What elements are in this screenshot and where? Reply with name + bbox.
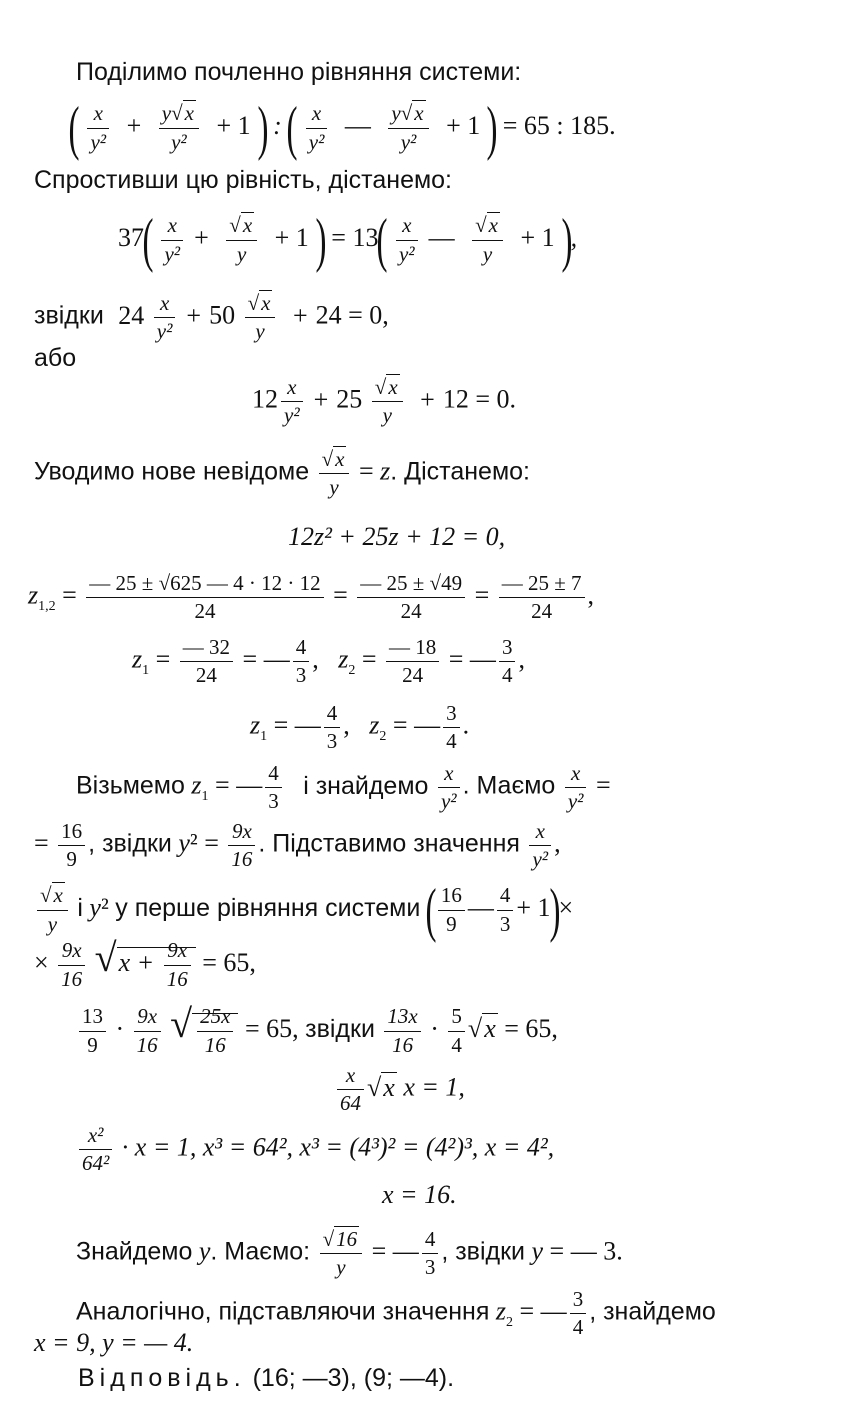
equation-x64: $\frac{x}{64}$ √x x = 1, — [334, 1064, 465, 1115]
text-line-1: Поділимо почленно рівняння системи: — [76, 58, 522, 86]
text-zvidky-2: , звідки — [88, 829, 172, 858]
text-pidstavymo: . Підставимо значення — [258, 829, 520, 858]
answer-values: (16; —3), (9; —4). — [252, 1364, 455, 1392]
ratio-rhs: = 65 : 185. — [502, 110, 616, 140]
equation-quadratic: 12z² + 25z + 12 = 0, — [288, 522, 506, 551]
den-24-e: 24 — [402, 663, 424, 688]
text-abo: або — [34, 344, 77, 372]
text-i: і — [77, 893, 83, 922]
text-i-znaidemo: і знайдемо — [303, 771, 429, 800]
text-pershe-rivniannia: у перше рівняння системи — [115, 893, 421, 922]
text-zvidky-4: , звідки — [441, 1237, 525, 1266]
equation-12-25: 12 $\frac{x}{\text{y²}}$ + 25 $\frac{√x}{y}$ + 12 = 0. — [252, 375, 516, 428]
text-uvodymo: Уводимо нове невідоме — [34, 457, 310, 486]
text-distanemo: . Дістанемо: — [390, 457, 530, 486]
equation-x9: x = 9, y = — 4. — [34, 1328, 194, 1357]
text-zvidky-1: звідки — [34, 301, 104, 330]
den-24-b: 24 — [400, 599, 422, 624]
answer-label: Відповідь. — [78, 1364, 246, 1392]
den-24-d: 24 — [195, 663, 217, 688]
equation-65-a: × $\frac{9x}{16}$ √x + $\frac{9x}{16}$ = 65, — [34, 935, 256, 991]
discriminant-num: — 25 ± √625 — 4 · 12 · 12 — [86, 572, 323, 598]
text-new-variable: Уводимо нове невідоме $\frac{√x}{y}$ = z. Дістанемо: — [34, 447, 530, 500]
text-znaidemo: Знайдемо — [76, 1237, 193, 1266]
y-value: = — 3. — [549, 1236, 623, 1266]
equation-z-values: $z_1$ = $\frac{— 32}{24}$ = — $\frac{4}{3}$ , $z_2$ = $\frac{— 18}{24}$ = — $\frac{3}{4}$ , — [132, 635, 525, 688]
text-analohichno: Аналогічно, підставляючи значення — [76, 1297, 490, 1326]
text-zvidky-3: звідки — [305, 1015, 375, 1043]
text-substitute: $\frac{√x}{y}$ і y² у перше рівняння системи ( $\frac{16}{9}$ — $\frac{4}{3}$ + 1)× — [34, 880, 573, 940]
equation-roots: $z_{1,2}$ = $\frac{— 25 \pm √625 — 4 \cdot 12 \cdot 12}{24}$ = $\frac{— 25 \pm √49}{24}$ = $\frac{— 25 \pm 7}{24}$ , — [28, 571, 595, 624]
answer-line — [78, 1366, 454, 1391]
text-y-squared: = $\frac{16}{9}$ , звідки y² = $\frac{9x}{16}$ . Підставимо значення $\frac{x}{\text{y²}}$ , — [34, 819, 561, 872]
equation-x16: x = 16. — [382, 1180, 457, 1209]
text-take-z1: Візьмемо $z_1$ = — $\frac{4}{3}$ і знайдемо $\frac{x}{\text{y²}}$ . Маємо $\frac{x}{\text{y²}}$ = — [76, 761, 611, 814]
equation-powers: $\frac{\text{x²}}{\text{64²}}$ · x = 1, x³ = 64², x³ = (4³)² = (4²)³, x = 4², — [76, 1124, 554, 1175]
den-24-a: 24 — [194, 599, 216, 624]
equation-24-50: звідки 24 $\frac{x}{\text{y²}}$ + 50 $\frac{√x}{y}$ + 24 = 0, — [34, 291, 389, 344]
z1-num: — 32 — [180, 636, 233, 662]
text-analogically: Аналогічно, підставляючи значення $z_2$ = — $\frac{3}{4}$ , знайдемо — [76, 1287, 716, 1340]
text-znaidemo-2: , знайдемо — [589, 1297, 716, 1326]
sqrt49-num: — 25 ± √49 — [357, 572, 465, 598]
den-24-c: 24 — [531, 599, 553, 624]
text-mayemo: . Маємо — [462, 771, 556, 800]
equation-65-b: $\frac{13}{9}$ · $\frac{9x}{16}$ √ $\frac{25x}{16}$ = 65, звідки $\frac{13x}{16}$ · $\frac{5}{4}$ √x = 65, — [76, 1004, 558, 1057]
text-line-3: Спростивши цю рівність, дістанемо: — [34, 166, 453, 194]
equation-ratio: ( $\frac{x}{\text{y²}}$ + $\frac{y√x}{\text{y²}}$ + 1 ) : ( $\frac{x}{\text{y²}}$ — $\frac{y√x}{\text{y²}}$ + 1 ) = 65 : 185. — [68, 95, 616, 161]
equation-z-simplified: $z_1$ = — $\frac{4}{3}$ , $z_2$ = — $\frac{3}{4}$ . — [250, 701, 470, 754]
text-vizmemo: Візьмемо — [76, 771, 185, 800]
equation-simplified: 37( $\frac{x}{\text{y²}}$ + $\frac{√x}{y}$ + 1 ) = 13( $\frac{x}{\text{y²}}$ — $\frac{√x}{y}$ + 1 ), — [118, 207, 578, 273]
pm7-num: — 25 ± 7 — [499, 572, 585, 598]
x64-rhs: x = 1, — [403, 1072, 465, 1102]
powers-text: · x = 1, x³ = 64², x³ = (4³)² = (4²)³, x = 4², — [121, 1132, 555, 1162]
text-mayemo-2: . Маємо: — [210, 1237, 311, 1266]
text-find-y: Знайдемо y. Маємо: $\frac{√16}{y}$ = — $\frac{4}{3}$ , звідки y = — 3. — [76, 1227, 623, 1280]
z2-num: — 18 — [386, 636, 439, 662]
